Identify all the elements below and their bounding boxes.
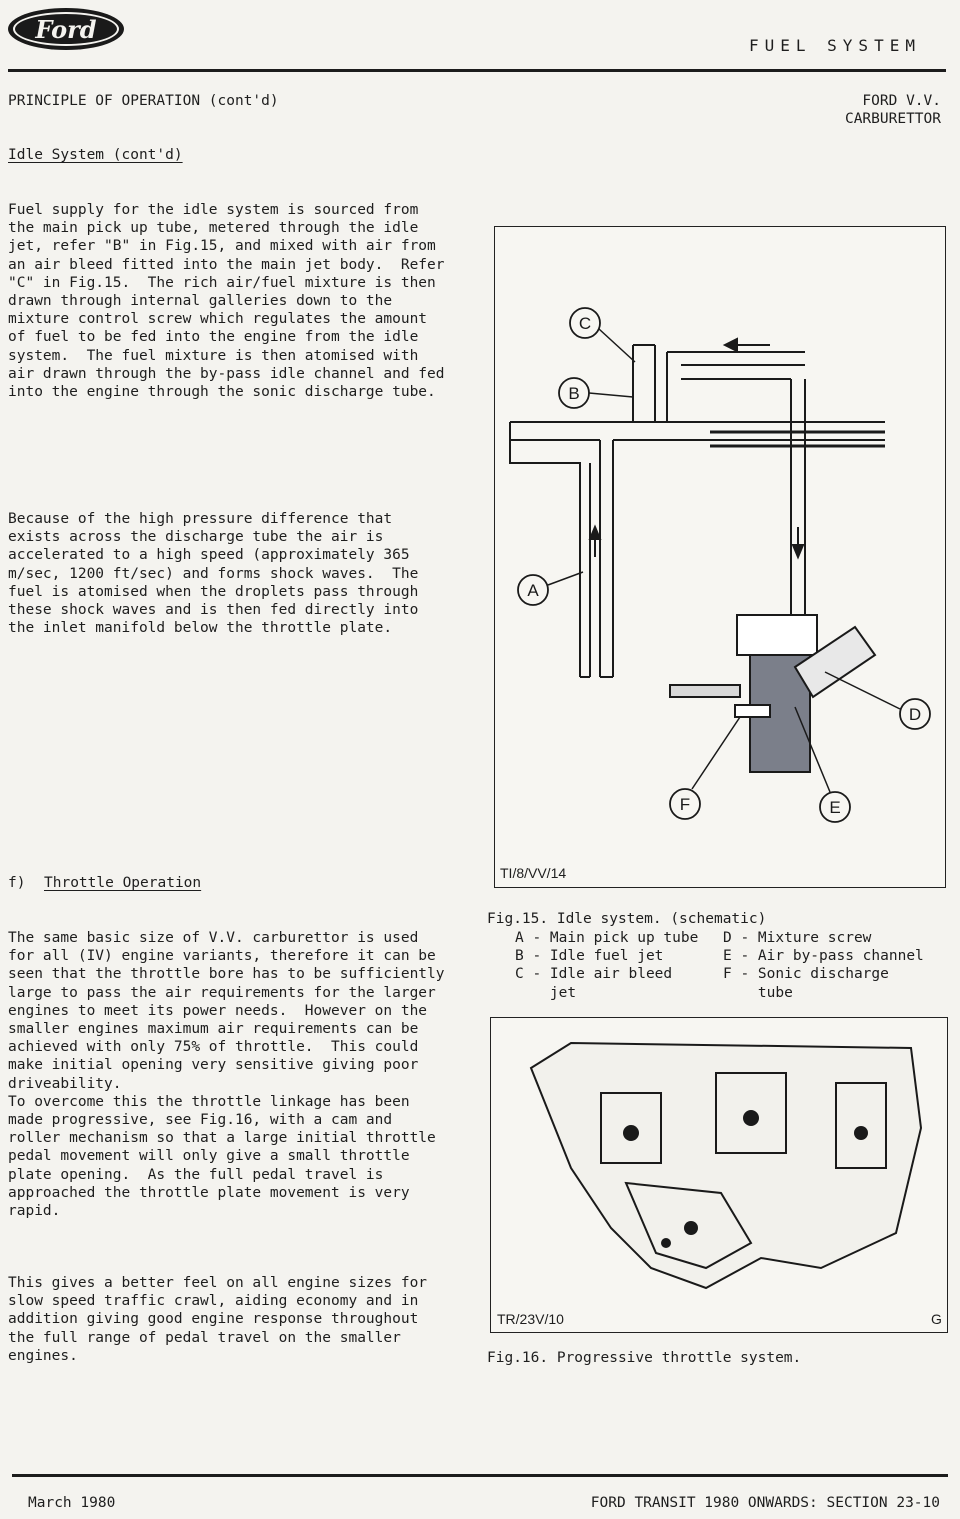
bolt-left <box>623 1125 639 1141</box>
cam-pivot <box>661 1238 671 1248</box>
figure-16-ref-code: TR/23V/10 <box>497 1311 564 1327</box>
figure-15-box <box>494 226 946 888</box>
fuel-flow-arrowhead <box>590 527 600 539</box>
idle-jet-body <box>633 345 655 422</box>
figure-16-caption: Fig.16. Progressive throttle system. <box>487 1350 802 1366</box>
throttle-section-heading: Throttle Operation <box>44 875 202 891</box>
header-rule <box>8 69 946 72</box>
label-b: B <box>568 384 580 403</box>
cam-roller <box>684 1221 698 1235</box>
air-bleed-passage <box>667 352 805 422</box>
ford-logo-text: Ford <box>13 12 119 46</box>
paragraph-shock-waves: Because of the high pressure difference that exists across the discharge tube the air is accelerated to a high speed (approximately 365 m/sec, 1200 ft/sec) and forms shock waves. The fuel is atomised when the droplets pass through these shock waves and is then fed directly into the inlet manifold below the throttle plate. <box>8 511 419 637</box>
label-e: E <box>829 798 841 817</box>
paragraph-idle-supply: Fuel supply for the idle system is sourced from the main pick up tube, metered through the idle jet, refer "B" in Fig.15, and mixed with air from an air bleed fitted into the main jet body. Refer "C" in Fig.15. The rich air/fuel mixture is then drawn through internal galleries down to the mixture control screw which regulates the amount of fuel to be fed into the engine from the idle system. The fuel mixture is then atomised with air drawn through the by-pass idle channel and fed into the engine through the sonic discharge tube. <box>8 202 445 401</box>
page-header-title: FUEL SYSTEM <box>749 36 921 55</box>
figure-15-caption: Fig.15. Idle system. (schematic) <box>487 911 767 927</box>
label-a: A <box>527 581 539 600</box>
footer-section-ref: FORD TRANSIT 1980 ONWARDS: SECTION 23-10 <box>590 1495 940 1511</box>
idle-system-schematic <box>495 227 944 886</box>
figure-15-legend-left: A - Main pick up tube B - Idle fuel jet C - Idle air bleed jet <box>515 930 699 1001</box>
footer-rule <box>12 1474 948 1477</box>
figure-16-box <box>490 1017 948 1333</box>
footer-date: March 1980 <box>28 1495 116 1511</box>
figure-15-ref-code: TI/8/VV/14 <box>500 865 567 881</box>
section-heading: PRINCIPLE OF OPERATION (cont'd) <box>8 93 279 109</box>
figure-16-corner-mark: G <box>931 1311 942 1327</box>
label-c: C <box>578 314 592 333</box>
paragraph-throttle-operation: The same basic size of V.V. carburettor is used for all (IV) engine variants, therefore it can be seen that the throttle bore has to be sufficiently large to pass the air requirements for the larger engines to meet its power needs. However on the smaller engines maximum air requirements can be achieved with only 75% of throttle. This could make initial opening very sensitive giving poor driveability. To overcome this the throttle linkage has been made progressive, see Fig.16, with a cam and roller mechanism so that a large initial throttle pedal movement will only give a small throttle plate opening. As the full pedal travel is approached the throttle plate movement is very rapid. <box>8 930 445 1220</box>
mixture-screw-housing <box>737 615 817 655</box>
throttle-plate-shaft <box>670 685 740 697</box>
figure-15-legend-right: D - Mixture screw E - Air by-pass channel F - Sonic discharge tube <box>723 930 924 1001</box>
ford-logo <box>8 8 124 50</box>
paragraph-engine-feel: This gives a better feel on all engine sizes for slow speed traffic crawl, aiding economy and in addition giving good engine response throughout the full range of pedal travel on the smaller engines. <box>8 1275 428 1364</box>
idle-system-subheading: Idle System (cont'd) <box>8 147 183 163</box>
right-boss <box>836 1083 886 1168</box>
label-f: F <box>679 795 691 814</box>
bolt-right <box>854 1126 868 1140</box>
pickup-inner-tube <box>600 440 613 677</box>
main-pickup-tube <box>510 422 590 677</box>
section-label-line1: FORD V.V. <box>862 93 941 109</box>
air-inlet-arrowhead <box>725 339 737 351</box>
throttle-system-drawing <box>491 1018 946 1331</box>
bypass-flow-arrowhead <box>793 545 803 557</box>
bolt-center <box>743 1110 759 1126</box>
section-label-line2: CARBURETTOR <box>844 111 941 127</box>
bypass-channel <box>681 379 805 617</box>
label-d: D <box>908 705 922 724</box>
throttle-section-prefix: f) <box>8 875 26 891</box>
sonic-discharge-tube <box>735 705 770 717</box>
